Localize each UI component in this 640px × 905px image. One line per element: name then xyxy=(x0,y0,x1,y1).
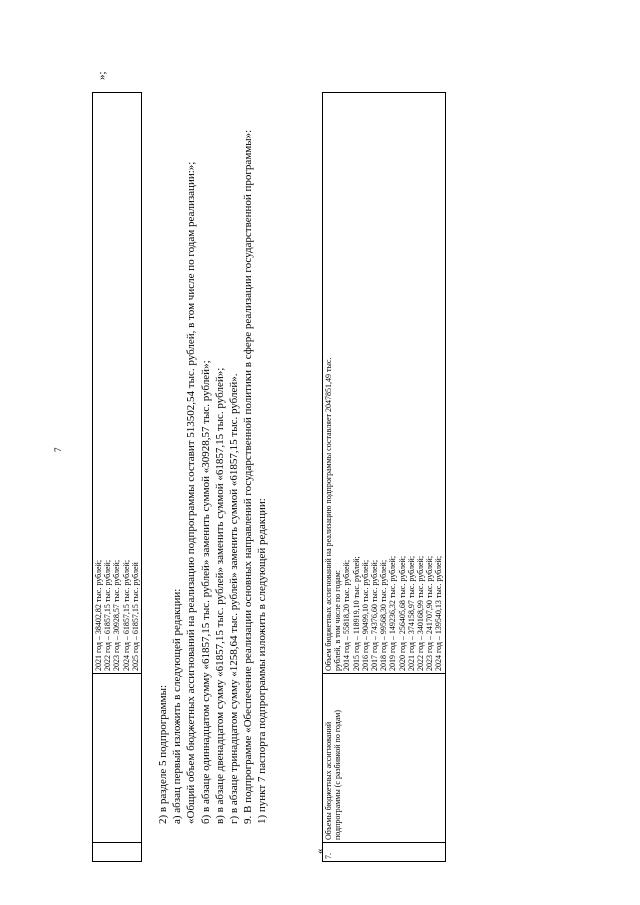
table-cell-number: 7. xyxy=(323,843,446,862)
table-line: 2024 год – 139540,13 тыс. рублей; xyxy=(434,555,444,671)
opening-quote: « xyxy=(314,848,326,854)
table-line: Объем бюджетных ассигнований на реализацию подпрограммы составляет 2047851,49 тыс. xyxy=(324,357,333,671)
table-line: 2021 год – 374158,97 тыс. рублей; xyxy=(406,555,416,671)
table-row xyxy=(93,93,142,862)
table-line: 2023 год – 241707,90 тыс. рублей; xyxy=(425,555,435,671)
page-number: 7 xyxy=(53,447,63,452)
table-line: 2025 год – 61857,15 тыс. рублей xyxy=(130,562,140,671)
table-line: 2022 год – 61857,15 тыс. рублей; xyxy=(103,559,113,671)
table-line: 2024 год – 61857,15 тыс. рублей; xyxy=(121,559,131,671)
paragraph: 9. В подпрограмме «Обеспечение реализации основных направлений государственной политики в сфере реализации государственной программы»: xyxy=(242,129,255,824)
table-line: 2023 год – 30928,57 тыс. рублей; xyxy=(112,559,122,671)
paragraph: б) в абзаце одиннадцатом сумму «61857,15 тыс. рублей» заменить суммой «30928,57 тыс. рублей»; xyxy=(199,360,212,824)
table-line: 2018 год – 99568,30 тыс. рублей; xyxy=(379,559,389,671)
paragraph: а) абзац первый изложить в следующей редакции: xyxy=(171,588,184,824)
table-line: 2020 год – 256405,68 тыс. рублей; xyxy=(397,555,407,671)
table-cell-label: Объемы бюджетных ассигнований подпрограммы (с разбивкой по годам) xyxy=(323,674,446,843)
table-line: 2015 год – 118919,10 тыс. рублей; xyxy=(351,556,361,671)
table-line: рублей, в том числе по годам: xyxy=(333,570,343,671)
table-cell-label xyxy=(93,674,142,843)
table-line: 2021 год – 38402,82 тыс. рублей; xyxy=(94,559,103,671)
paragraph: в) в абзаце двенадцатом сумму «61857,15 тыс. рублей» заменить суммой «61857,15 тыс. рублей»; xyxy=(213,367,226,824)
table-cell-number xyxy=(93,843,142,862)
table-row xyxy=(323,93,446,862)
funding-table-continuation xyxy=(92,92,142,862)
table-line: 2016 год – 90499,10 тыс. рублей; xyxy=(360,559,370,671)
passport-table xyxy=(322,92,446,862)
table-line: 2014 год – 55818,20 тыс. рублей; xyxy=(342,559,352,671)
paragraph: г) в абзаце тринадцатом сумму «1258,64 тыс. рублей» заменить суммой «61857,15 тыс. рублей». xyxy=(228,373,241,824)
paragraph: 1) пункт 7 паспорта подпрограммы изложить в следующей редакции: xyxy=(256,498,269,824)
paragraph: «Общий объем бюджетных ассигнований на реализацию подпрограммы составит 513502,54 тыс. рублей, в том числе по годам реализации:»; xyxy=(185,161,198,824)
table-cell-values xyxy=(93,93,142,674)
table-line: 2022 год – 340168,99 тыс. рублей; xyxy=(416,555,426,671)
paragraph: 2) в разделе 5 подпрограммы: xyxy=(157,684,169,824)
table-line: 2019 год – 149236,32 тыс. рублей; xyxy=(388,555,398,671)
rotated-page-content xyxy=(92,62,444,862)
table-line: 2017 год – 74376,60 тыс. рублей; xyxy=(370,559,380,671)
body-text xyxy=(156,64,270,854)
table-cell-values xyxy=(323,93,446,674)
closing-quote: »; xyxy=(96,71,108,80)
